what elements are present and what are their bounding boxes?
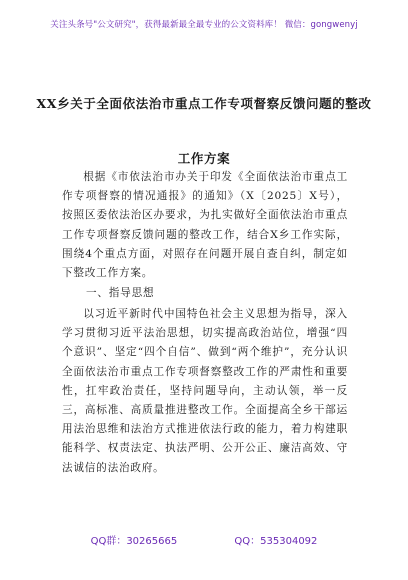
header-banner: 关注头条号"公文研究"，获得最新最全最专业的公文资料库！ 微信：gongwenyj <box>50 20 358 30</box>
document-title-continued: 工作方案 <box>177 151 231 166</box>
footer-qq: QQ：535304092 <box>234 536 318 547</box>
section-heading-guiding-ideology: 一、指导思想 <box>86 287 155 299</box>
paragraph-guiding-ideology: 以习近平新时代中国特色社会主义思想为指导，深入学习贯彻习近平法治思想，切实提高政治站位，增强“四个意识”、坚定“四个自信”、做到“两个维护”，充分认识全面依法治市重点工作专项督察整改工作的严肃性和重要性，扛牢政治责任，坚持问题导向，主动认领，举一反三，高标准、高质量推进整改工作。全面提高全乡干部运用法治思维和法治方式推进依法行政的能力，着力构建职能科学、权责法定、执法严明、公开公正、廉洁高效、守法诚信的法治政府。 <box>62 308 348 474</box>
document-title: XX乡关于全面依法治市重点工作专项督察反馈问题的整改 <box>36 96 372 111</box>
paragraph-intro: 根据《市依法治市办关于印发《全面依法治市重点工作专项督察的情况通报》的通知》（X〔2025〕X号），按照区委依法治区办要求，为扎实做好全面依法治市重点工作专项督察反馈问题的整改工作，结合X乡工作实际，围绕4个重点方面，对照存在问题开展自查自纠，制定如下整改工作方案。 <box>62 171 348 280</box>
footer-contact <box>0 532 408 547</box>
footer-qq-group: QQ群：30265665 <box>90 536 178 547</box>
